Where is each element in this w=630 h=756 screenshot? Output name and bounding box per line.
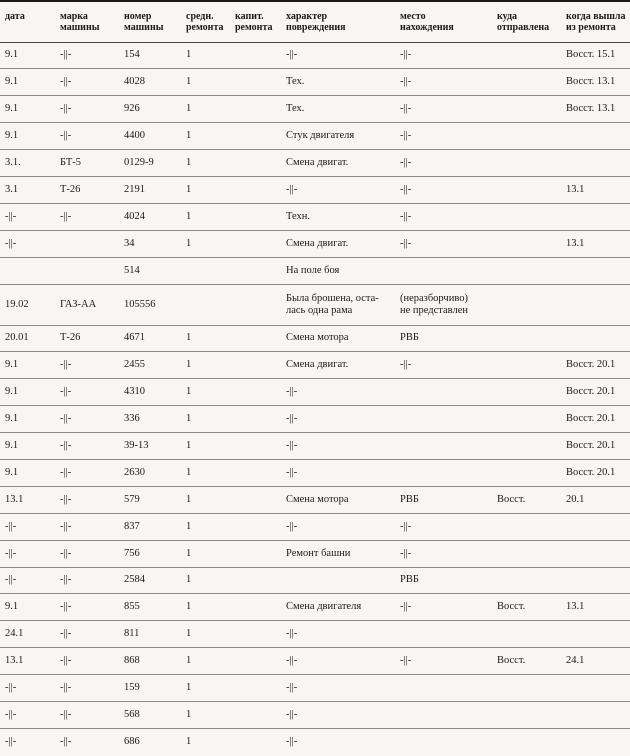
cell-sent-to [492, 352, 561, 379]
cell-vehicle-number: 514 [119, 257, 181, 284]
cell-capital-repair [230, 459, 281, 486]
cell-sent-to [492, 203, 561, 230]
cell-vehicle-model: -||- [55, 567, 119, 594]
cell-date: 9.1 [0, 69, 55, 96]
column-header-line: когда вышла [566, 11, 626, 22]
cell-date: 3.1. [0, 150, 55, 177]
cell-damage-type: -||- [281, 621, 395, 648]
cell-repair-completed [561, 203, 630, 230]
column-header-line: отправлена [497, 22, 550, 33]
column-header-line: характер [286, 11, 328, 22]
cell-vehicle-model [55, 230, 119, 257]
cell-vehicle-number: 756 [119, 540, 181, 567]
cell-vehicle-number: 2191 [119, 176, 181, 203]
column-header-line: ремонта [235, 22, 273, 33]
column-header-sent-to [492, 1, 561, 42]
cell-repair-completed: Восст. 20.1 [561, 352, 630, 379]
cell-medium-repair: 1 [181, 203, 230, 230]
cell-location: -||- [395, 352, 492, 379]
cell-sent-to [492, 96, 561, 123]
table-row [0, 594, 630, 621]
cell-medium-repair: 1 [181, 123, 230, 150]
cell-vehicle-model: -||- [55, 540, 119, 567]
cell-date: 9.1 [0, 379, 55, 406]
cell-damage-type: -||- [281, 433, 395, 460]
cell-date: -||- [0, 230, 55, 257]
cell-sent-to: Восст. [492, 594, 561, 621]
table-row [0, 96, 630, 123]
table-header [0, 1, 630, 42]
table-row [0, 325, 630, 352]
cell-vehicle-number: 811 [119, 621, 181, 648]
cell-vehicle-model: -||- [55, 379, 119, 406]
table-row [0, 728, 630, 755]
cell-location: -||- [395, 540, 492, 567]
cell-damage-type: -||- [281, 675, 395, 702]
cell-vehicle-model: Т-26 [55, 325, 119, 352]
cell-damage-type [281, 284, 395, 325]
column-header-line: куда [497, 11, 518, 22]
cell-location [395, 675, 492, 702]
cell-capital-repair [230, 567, 281, 594]
column-header-vehicle-number [119, 1, 181, 42]
cell-location: -||- [395, 123, 492, 150]
table-row [0, 42, 630, 69]
cell-vehicle-number: 855 [119, 594, 181, 621]
cell-vehicle-number: 568 [119, 701, 181, 728]
cell-capital-repair [230, 594, 281, 621]
cell-medium-repair: 1 [181, 96, 230, 123]
cell-repair-completed: Восст. 13.1 [561, 69, 630, 96]
cell-repair-completed [561, 325, 630, 352]
cell-date: 9.1 [0, 42, 55, 69]
cell-vehicle-number: 2630 [119, 459, 181, 486]
table-row [0, 257, 630, 284]
cell-vehicle-number: 926 [119, 96, 181, 123]
cell-sent-to [492, 459, 561, 486]
cell-medium-repair [181, 284, 230, 325]
cell-repair-completed: Восст. 20.1 [561, 379, 630, 406]
cell-vehicle-model: -||- [55, 203, 119, 230]
cell-sent-to [492, 540, 561, 567]
cell-damage-type: -||- [281, 42, 395, 69]
cell-medium-repair: 1 [181, 42, 230, 69]
table-row [0, 69, 630, 96]
cell-medium-repair: 1 [181, 701, 230, 728]
cell-repair-completed [561, 150, 630, 177]
cell-location [395, 433, 492, 460]
cell-repair-completed [561, 701, 630, 728]
cell-repair-completed: 13.1 [561, 594, 630, 621]
cell-sent-to [492, 42, 561, 69]
cell-vehicle-model: -||- [60, 736, 72, 748]
cell-vehicle-number: 4310 [119, 379, 181, 406]
cell-damage-type: -||- [286, 736, 298, 748]
cell-location: -||- [395, 648, 492, 675]
cell-capital-repair [230, 325, 281, 352]
table-row [0, 406, 630, 433]
cell-medium-repair: 1 [181, 406, 230, 433]
cell-vehicle-model: -||- [55, 513, 119, 540]
cell-repair-completed [561, 621, 630, 648]
cell-medium-repair: 1 [181, 352, 230, 379]
cell-damage-type [281, 567, 395, 594]
cell-medium-repair: 1 [181, 540, 230, 567]
cell-location [395, 459, 492, 486]
cell-date [0, 257, 55, 284]
cell-vehicle-model: -||- [55, 486, 119, 513]
cell-damage-type: -||- [281, 648, 395, 675]
cell-vehicle-model: -||- [55, 352, 119, 379]
cell-date: -||- [0, 513, 55, 540]
column-header-medium-repair [181, 1, 230, 42]
cell-sent-to [492, 513, 561, 540]
cell-vehicle-number: 4024 [119, 203, 181, 230]
table-row [0, 567, 630, 594]
cell-damage-type: Техн. [281, 203, 395, 230]
cell-sent-to [492, 230, 561, 257]
cell-date: -||- [0, 701, 55, 728]
cell-date: 9.1 [0, 594, 55, 621]
cell-sent-to [492, 728, 561, 755]
cell-capital-repair [230, 257, 281, 284]
column-header-location [395, 1, 492, 42]
cell-vehicle-model: -||- [55, 594, 119, 621]
cell-line: не представлен [400, 304, 469, 316]
cell-vehicle-number: 154 [119, 42, 181, 69]
column-header-damage-type [281, 1, 395, 42]
cell-damage-type: На поле боя [281, 257, 395, 284]
cell-sent-to [492, 406, 561, 433]
cell-repair-completed [561, 567, 630, 594]
cell-damage-type: Смена двигат. [281, 230, 395, 257]
cell-damage-type: -||- [281, 701, 395, 728]
cell-vehicle-model: -||- [55, 406, 119, 433]
cell-sent-to [492, 379, 561, 406]
cell-repair-completed [561, 728, 630, 755]
cell-damage-type: Стук двигателя [281, 123, 395, 150]
cell-medium-repair: 1 [181, 513, 230, 540]
column-header-line: место [400, 11, 426, 22]
cell-capital-repair [230, 96, 281, 123]
cell-vehicle-model [55, 257, 119, 284]
cell-vehicle-model: -||- [55, 459, 119, 486]
column-header-line: марка [60, 11, 88, 22]
column-header-date [0, 1, 55, 42]
cell-capital-repair [230, 123, 281, 150]
cell-medium-repair: 1 [181, 69, 230, 96]
table-row [0, 648, 630, 675]
cell-date: -||- [0, 675, 55, 702]
cell-sent-to [492, 69, 561, 96]
column-header-line: номер [124, 11, 152, 22]
cell-location [395, 257, 492, 284]
header-row [0, 1, 630, 42]
cell-vehicle-number: 2584 [119, 567, 181, 594]
cell-location: РВБ [395, 486, 492, 513]
cell-vehicle-model: -||- [55, 42, 119, 69]
cell-sent-to: Восст. [492, 486, 561, 513]
cell-date: 9.1 [0, 459, 55, 486]
cell-vehicle-number: 336 [119, 406, 181, 433]
cell-date: -||- [0, 540, 55, 567]
cell-medium-repair: 1 [181, 230, 230, 257]
cell-damage-type: Ремонт башни [281, 540, 395, 567]
cell-vehicle-number: 4400 [119, 123, 181, 150]
table-body [0, 42, 630, 755]
cell-location: -||- [395, 230, 492, 257]
cell-repair-completed: 24.1 [561, 648, 630, 675]
cell-sent-to [492, 150, 561, 177]
cell-capital-repair [230, 352, 281, 379]
column-header-vehicle-model [55, 1, 119, 42]
cell-location: -||- [395, 96, 492, 123]
cell-date: 9.1 [0, 352, 55, 379]
table-row [0, 352, 630, 379]
cell-vehicle-model: -||- [55, 701, 119, 728]
table-row [0, 379, 630, 406]
table-row [0, 176, 630, 203]
column-header-line: машины [60, 22, 100, 33]
column-header-capital-repair [230, 1, 281, 42]
cell-medium-repair: 1 [181, 433, 230, 460]
cell-medium-repair: 1 [181, 621, 230, 648]
cell-damage-type: -||- [281, 513, 395, 540]
cell-vehicle-model: БТ-5 [55, 150, 119, 177]
cell-line: (неразборчиво) [400, 292, 468, 304]
cell-capital-repair [230, 150, 281, 177]
cell-capital-repair [230, 513, 281, 540]
cell-repair-completed: Восст. 20.1 [561, 459, 630, 486]
cell-medium-repair [181, 257, 230, 284]
cell-medium-repair: 1 [181, 176, 230, 203]
table-row [0, 675, 630, 702]
cell-sent-to [492, 325, 561, 352]
cell-damage-type: -||- [281, 379, 395, 406]
cell-vehicle-number: 868 [119, 648, 181, 675]
cell-repair-completed: Восст. 20.1 [561, 433, 630, 460]
cell-capital-repair [230, 230, 281, 257]
cell-line: Была брошена, оста- [286, 292, 379, 304]
cell-location: -||- [395, 203, 492, 230]
cell-repair-completed [561, 123, 630, 150]
column-header-line: машины [124, 22, 164, 33]
cell-date: 9.1 [0, 96, 55, 123]
cell-vehicle-number: 159 [119, 675, 181, 702]
cell-vehicle-model: ГАЗ-АА [55, 284, 119, 325]
cell-capital-repair [230, 648, 281, 675]
cell-vehicle-number: 0129-9 [119, 150, 181, 177]
table-row [0, 486, 630, 513]
cell-date: -||- [0, 203, 55, 230]
table-row [0, 433, 630, 460]
cell-capital-repair [230, 42, 281, 69]
cell-damage-type: Смена двигателя [281, 594, 395, 621]
cell-repair-completed [561, 513, 630, 540]
cell-date: 9.1 [0, 406, 55, 433]
cell-damage-type: Смена двигат. [281, 352, 395, 379]
cell-vehicle-model: -||- [55, 69, 119, 96]
cell-capital-repair [230, 203, 281, 230]
cell-vehicle-model: -||- [55, 433, 119, 460]
cell-location: РВБ [395, 325, 492, 352]
cell-date: 9.1 [0, 433, 55, 460]
cell-repair-completed: Восст. 13.1 [561, 96, 630, 123]
cell-vehicle-number: 4028 [119, 69, 181, 96]
cell-medium-repair: 1 [181, 486, 230, 513]
cell-location: -||- [395, 594, 492, 621]
cell-vehicle-model: Т-26 [55, 176, 119, 203]
cell-vehicle-number: 105556 [119, 284, 181, 325]
column-header-line: средн. [186, 11, 214, 22]
cell-capital-repair [230, 176, 281, 203]
cell-sent-to [492, 701, 561, 728]
cell-sent-to: Восст. [492, 648, 561, 675]
column-header-line: капит. [235, 11, 264, 22]
cell-capital-repair [230, 379, 281, 406]
cell-capital-repair [230, 701, 281, 728]
table-row [0, 540, 630, 567]
cell-location [395, 406, 492, 433]
table-row [0, 621, 630, 648]
cell-sent-to [492, 675, 561, 702]
cell-damage-type: Смена мотора [281, 486, 395, 513]
cell-vehicle-number: 39-13 [119, 433, 181, 460]
cell-capital-repair [230, 675, 281, 702]
cell-line: лась одна рама [286, 304, 353, 316]
cell-repair-completed [561, 540, 630, 567]
column-header-line: дата [5, 11, 25, 22]
cell-location [395, 284, 492, 325]
cell-location: -||- [395, 69, 492, 96]
cell-repair-completed: 13.1 [561, 176, 630, 203]
cell-sent-to [492, 433, 561, 460]
cell-sent-to [492, 123, 561, 150]
cell-vehicle-model: -||- [55, 675, 119, 702]
cell-capital-repair [230, 433, 281, 460]
cell-vehicle-number: 837 [119, 513, 181, 540]
cell-date: 3.1 [0, 176, 55, 203]
cell-location: -||- [395, 150, 492, 177]
cell-sent-to [492, 176, 561, 203]
cell-date: 19.02 [0, 284, 55, 325]
cell-medium-repair: 1 [181, 594, 230, 621]
table-row [0, 150, 630, 177]
cell-location: -||- [395, 42, 492, 69]
cell-location: РВБ [395, 567, 492, 594]
cell-capital-repair [230, 69, 281, 96]
cell-date: 9.1 [0, 123, 55, 150]
cell-sent-to [492, 257, 561, 284]
cell-medium-repair: 1 [186, 736, 192, 748]
cell-medium-repair: 1 [181, 325, 230, 352]
cell-repair-completed [561, 257, 630, 284]
cell-date: -||- [5, 736, 17, 748]
cell-capital-repair [230, 728, 281, 755]
cell-capital-repair [230, 621, 281, 648]
cell-location [395, 728, 492, 755]
cell-damage-type: -||- [281, 459, 395, 486]
table-row [0, 230, 630, 257]
cell-medium-repair: 1 [181, 675, 230, 702]
cell-date: 24.1 [0, 621, 55, 648]
cell-repair-completed: 20.1 [561, 486, 630, 513]
cell-vehicle-number: 686 [124, 736, 140, 748]
cell-medium-repair: 1 [181, 648, 230, 675]
table-row [0, 123, 630, 150]
cell-repair-completed [561, 284, 630, 325]
cell-vehicle-model: -||- [55, 96, 119, 123]
cell-location [395, 701, 492, 728]
cell-medium-repair: 1 [181, 150, 230, 177]
cell-medium-repair: 1 [181, 567, 230, 594]
cell-vehicle-model: -||- [55, 621, 119, 648]
column-header-repair-completed [561, 1, 630, 42]
table-row [0, 459, 630, 486]
cell-vehicle-number: 2455 [119, 352, 181, 379]
column-header-line: из ремонта [566, 22, 616, 33]
cell-repair-completed: Восст. 15.1 [561, 42, 630, 69]
table-row [0, 203, 630, 230]
column-header-line: повреждения [286, 22, 346, 33]
cell-location: -||- [395, 513, 492, 540]
cell-damage-type: Смена мотора [281, 325, 395, 352]
table-row [0, 701, 630, 728]
cell-date: 20.01 [0, 325, 55, 352]
cell-capital-repair [230, 486, 281, 513]
table-row [0, 513, 630, 540]
cell-repair-completed: Восст. 20.1 [561, 406, 630, 433]
table-row [0, 284, 630, 325]
cell-sent-to [492, 567, 561, 594]
cell-date: 13.1 [0, 648, 55, 675]
cell-capital-repair [230, 406, 281, 433]
cell-medium-repair: 1 [181, 459, 230, 486]
cell-damage-type: Тех. [281, 69, 395, 96]
cell-location: -||- [395, 176, 492, 203]
cell-vehicle-model: -||- [55, 648, 119, 675]
cell-date: -||- [0, 567, 55, 594]
cell-damage-type: -||- [281, 176, 395, 203]
cell-sent-to [492, 621, 561, 648]
cell-repair-completed [561, 675, 630, 702]
cell-location [395, 621, 492, 648]
cell-vehicle-number: 34 [119, 230, 181, 257]
column-header-line: ремонта [186, 22, 224, 33]
cell-vehicle-number: 4671 [119, 325, 181, 352]
column-header-line: нахождения [400, 22, 454, 33]
cell-date: 13.1 [0, 486, 55, 513]
cell-location [395, 379, 492, 406]
cell-capital-repair [230, 284, 281, 325]
cell-vehicle-model: -||- [55, 123, 119, 150]
cell-sent-to [492, 284, 561, 325]
cell-damage-type: Смена двигат. [281, 150, 395, 177]
cell-capital-repair [230, 540, 281, 567]
cell-medium-repair: 1 [181, 379, 230, 406]
cell-damage-type: -||- [281, 406, 395, 433]
cell-vehicle-number: 579 [119, 486, 181, 513]
cell-repair-completed: 13.1 [561, 230, 630, 257]
cell-damage-type: Тех. [281, 96, 395, 123]
